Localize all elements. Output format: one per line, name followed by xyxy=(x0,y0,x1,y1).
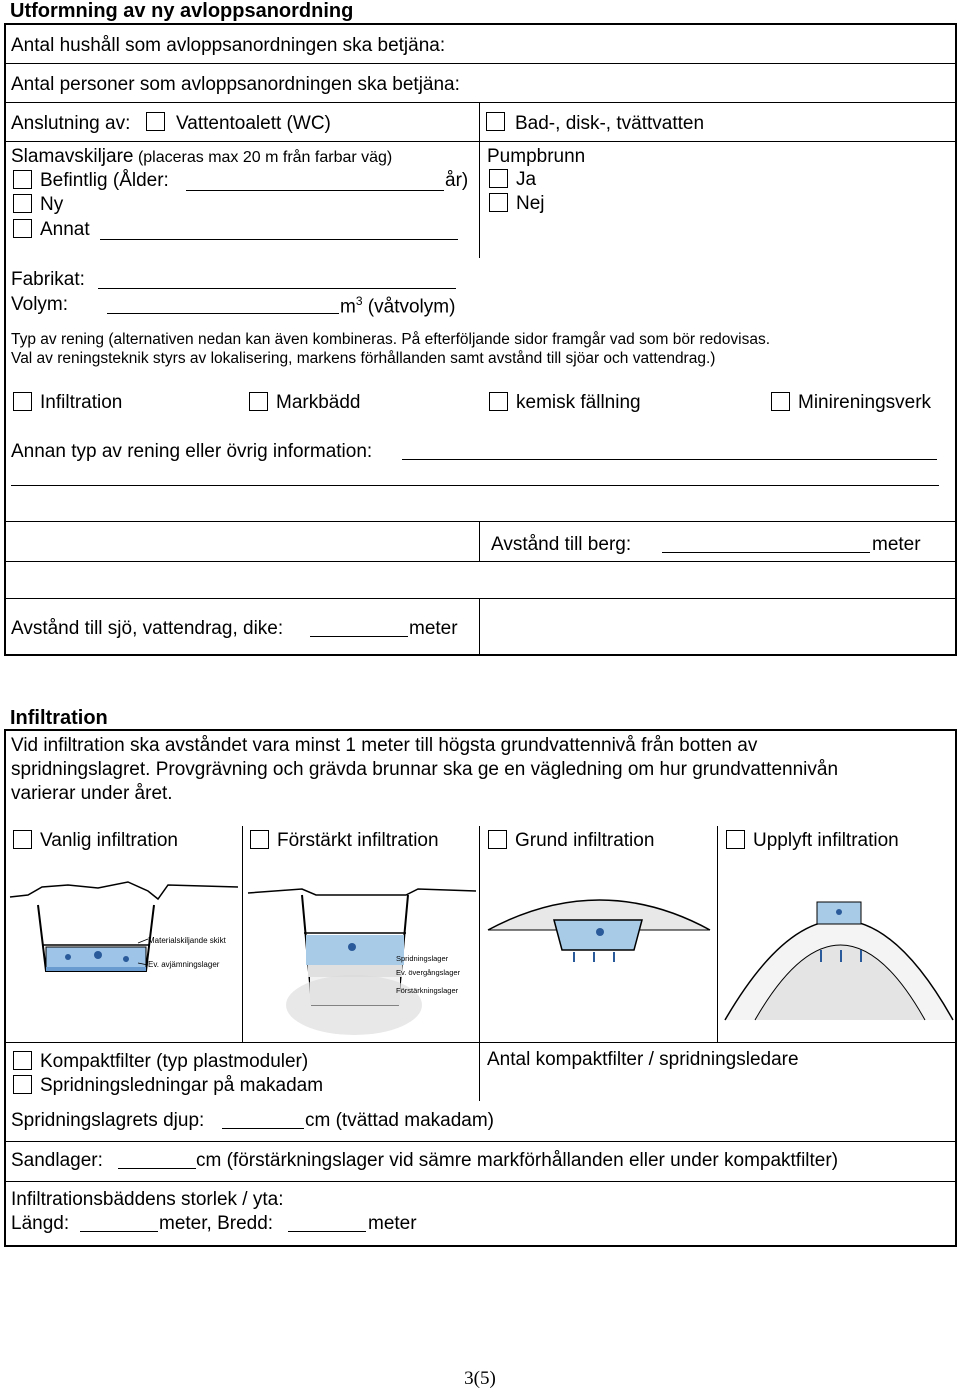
pump-yes-checkbox[interactable] xyxy=(489,169,508,188)
septic-new-checkbox[interactable] xyxy=(13,194,32,213)
septic-existing-label: Befintlig (Ålder: xyxy=(40,170,169,191)
other-treatment-field-1[interactable] xyxy=(402,459,937,460)
septic-other-checkbox[interactable] xyxy=(13,219,32,238)
treatment-option-label: Infiltration xyxy=(40,392,123,413)
brand-field[interactable] xyxy=(98,288,456,289)
infiltration-para1: Vid infiltration ska avståndet vara minst 1 meter till högsta grundvattennivå från botten av xyxy=(11,735,758,756)
distance-rock-unit: meter xyxy=(872,534,921,555)
volume-label: Volym: xyxy=(11,294,69,315)
grund-checkbox[interactable] xyxy=(488,830,507,849)
length-field[interactable] xyxy=(80,1231,158,1232)
page-title: Utformning av ny avloppsanordning xyxy=(10,0,354,22)
brand-label: Fabrikat: xyxy=(11,269,85,290)
treatment-info-line1: Typ av rening (alternativen nedan kan även kombineras. På efterföljande sidor framgår vad som bör redovisas. xyxy=(11,331,771,348)
septic-note: (placeras max 20 m från farbar väg) xyxy=(137,149,393,166)
pipes-checkbox[interactable] xyxy=(13,1075,32,1094)
vanlig-checkbox[interactable] xyxy=(13,830,32,849)
treatment-info-line2: Val av reningsteknik styrs av lokalisering, markens förhållanden samt avstånd till sjöar och vattendrag.) xyxy=(11,350,716,367)
width-field[interactable] xyxy=(288,1231,366,1232)
infiltration-type-label: Vanlig infiltration xyxy=(40,830,179,851)
treatment-option-label: Markbädd xyxy=(276,392,361,413)
septic-other-field[interactable] xyxy=(100,239,458,240)
distance-water-label: Avstånd till sjö, vattendrag, dike: xyxy=(11,618,284,639)
forstarkt-infiltration-diagram xyxy=(246,875,478,1040)
volume-unit-sup: 3 xyxy=(355,294,363,308)
length-label: Längd: xyxy=(11,1213,70,1234)
page-number: 3(5) xyxy=(464,1368,496,1389)
septic-existing-suffix: år) xyxy=(445,170,469,191)
wc-label: Vattentoalett (WC) xyxy=(176,113,331,134)
distance-rock-label: Avstånd till berg: xyxy=(491,534,632,555)
persons-label: Antal personer som avloppsanordningen ska betjäna: xyxy=(11,74,460,95)
septic-existing-checkbox[interactable] xyxy=(13,170,32,189)
infiltration-type-label: Grund infiltration xyxy=(515,830,655,851)
other-treatment-label: Annan typ av rening eller övrig information: xyxy=(11,441,373,462)
septic-other-label: Annat xyxy=(40,219,90,240)
treatment-markbadd-checkbox[interactable] xyxy=(249,392,268,411)
infiltration-para2: spridningslagret. Provgrävning och grävda brunnar ska ge en vägledning om hur grundvattennivån xyxy=(11,759,839,780)
treatment-chemical-checkbox[interactable] xyxy=(489,392,508,411)
diagram-label: Spridningslager xyxy=(396,954,449,963)
pipes-label: Spridningsledningar på makadam xyxy=(40,1075,324,1096)
compact-count-label: Antal kompaktfilter / spridningsledare xyxy=(487,1049,799,1070)
bdt-checkbox[interactable] xyxy=(486,112,505,131)
sand-unit: cm (förstärkningslager vid sämre markförhållanden eller under kompaktfilter) xyxy=(196,1150,839,1171)
width-unit: meter xyxy=(368,1213,417,1234)
depth-field[interactable] xyxy=(222,1128,304,1129)
depth-unit: cm (tvättad makadam) xyxy=(305,1110,494,1131)
pump-no-checkbox[interactable] xyxy=(489,193,508,212)
other-treatment-field-2[interactable] xyxy=(11,485,939,486)
forstarkt-checkbox[interactable] xyxy=(250,830,269,849)
volume-field[interactable] xyxy=(107,313,339,314)
pump-label: Pumpbrunn xyxy=(487,146,586,167)
upplyft-infiltration-diagram xyxy=(721,880,955,1030)
sand-label: Sandlager: xyxy=(11,1150,103,1171)
treatment-infiltration-checkbox[interactable] xyxy=(13,392,32,411)
diagram-label: Förstärkningslager xyxy=(396,986,459,995)
distance-water-field[interactable] xyxy=(310,636,408,637)
infiltration-heading: Infiltration xyxy=(10,707,108,729)
pump-yes-label: Ja xyxy=(516,169,537,190)
diagram-label: Ev. övergångslager xyxy=(396,968,461,977)
sand-field[interactable] xyxy=(118,1168,196,1169)
infiltration-para3: varierar under året. xyxy=(11,783,173,804)
grund-infiltration-diagram xyxy=(484,880,716,990)
volume-suffix: (våtvolym) xyxy=(367,296,456,318)
upplyft-checkbox[interactable] xyxy=(726,830,745,849)
households-label: Antal hushåll som avloppsanordningen ska betjäna: xyxy=(11,35,446,56)
bdt-label: Bad-, disk-, tvättvatten xyxy=(515,113,705,134)
wc-checkbox[interactable] xyxy=(146,112,165,131)
septic-new-label: Ny xyxy=(40,194,64,215)
width-label: meter, Bredd: xyxy=(159,1213,274,1234)
depth-label: Spridningslagrets djup: xyxy=(11,1110,205,1131)
pump-no-label: Nej xyxy=(516,193,545,214)
treatment-option-label: Minireningsverk xyxy=(798,392,932,413)
septic-age-field[interactable] xyxy=(186,190,444,191)
septic-label: Slamavskiljare xyxy=(11,146,134,167)
diagram-label: Materialskiljande skikt xyxy=(148,936,226,945)
treatment-mini-checkbox[interactable] xyxy=(771,392,790,411)
diagram-label: Ev. avjämningslager xyxy=(148,960,220,969)
volume-unit: m xyxy=(340,296,356,318)
distance-rock-field[interactable] xyxy=(662,552,870,553)
treatment-option-label: kemisk fällning xyxy=(516,392,641,413)
size-label: Infiltrationsbäddens storlek / yta: xyxy=(11,1189,284,1210)
compact-filter-checkbox[interactable] xyxy=(13,1051,32,1070)
vanlig-infiltration-diagram xyxy=(8,875,242,990)
compact-filter-label: Kompaktfilter (typ plastmoduler) xyxy=(40,1051,309,1072)
infiltration-type-label: Upplyft infiltration xyxy=(753,830,899,851)
connection-label: Anslutning av: xyxy=(11,113,131,134)
distance-water-unit: meter xyxy=(409,618,458,639)
infiltration-type-label: Förstärkt infiltration xyxy=(277,830,439,851)
